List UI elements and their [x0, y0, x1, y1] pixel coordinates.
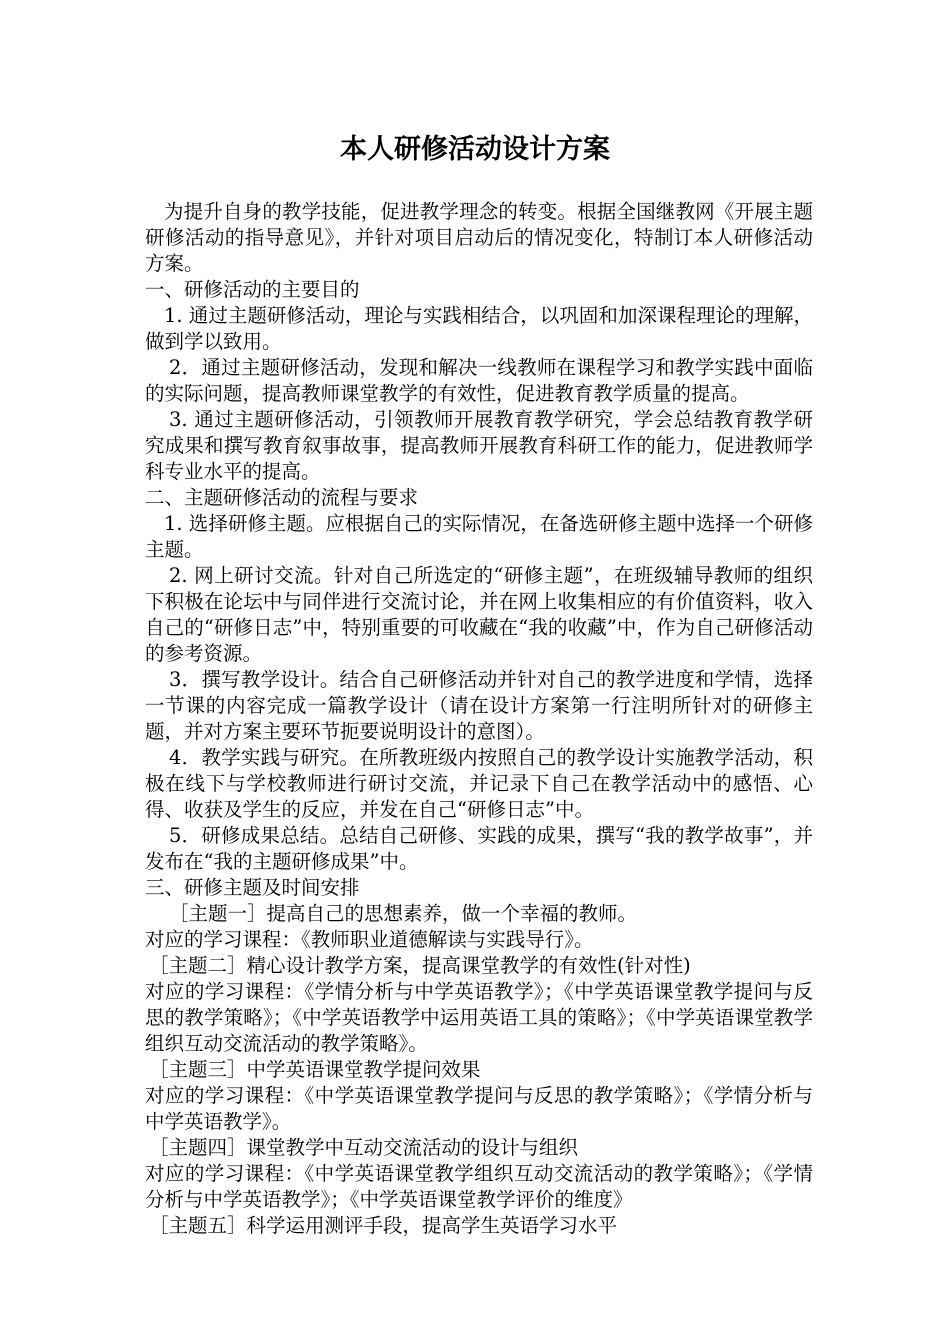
process-item-2: 2. 网上研讨交流。针对自己所选定的“研修主题”，在班级辅导教师的组织下积极在论坛中与同伴进行交流讨论，并在网上收集相应的有价值资料，收入自己的“研修日志”中，特别重要的可收藏在“我的收藏”中，作为自己研修活动的参考资源。 — [145, 564, 813, 665]
topic-1-courses: 对应的学习课程：《教师职业道德解读与实践导行》。 — [145, 928, 594, 951]
topic-3-heading: ［主题三］中学英语课堂教学提问效果 — [149, 1058, 481, 1081]
section-heading-2: 二、主题研修活动的流程与要求 — [145, 486, 419, 509]
intro-paragraph: 为提升自身的教学技能，促进教学理念的转变。根据全国继教网《开展主题研修活动的指导意见》，并针对项目启动后的情况变化，特制订本人研修活动方案。 — [145, 200, 813, 275]
topic-3-courses: 对应的学习课程：《中学英语课堂教学提问与反思的教学策略》；《学情分析与中学英语教学》。 — [145, 1084, 813, 1133]
process-item-5: 5．研修成果总结。总结自己研修、实践的成果，撰写“我的教学故事”，并发布在“我的主题研修成果”中。 — [145, 824, 813, 873]
purpose-item-1: 1. 通过主题研修活动，理论与实践相结合，以巩固和加深课程理论的理解，做到学以致用。 — [145, 304, 813, 353]
topic-4-heading: ［主题四］课堂教学中互动交流活动的设计与组织 — [149, 1136, 579, 1159]
document-body — [145, 199, 813, 1239]
topic-5-heading: ［主题五］科学运用测评手段，提高学生英语学习水平 — [149, 1214, 618, 1237]
section-heading-1: 一、研修活动的主要目的 — [145, 278, 360, 301]
process-item-4: 4．教学实践与研究。在所教班级内按照自己的教学设计实施教学活动，积极在线下与学校教师进行研讨交流，并记录下自己在教学活动中的感悟、心得、收获及学生的反应，并发在自己“研修日志”中。 — [145, 746, 813, 821]
topic-2-courses: 对应的学习课程：《学情分析与中学英语教学》；《中学英语课堂教学提问与反思的教学策略》；《中学英语教学中运用英语工具的策略》；《中学英语课堂教学组织互动交流活动的教学策略》。 — [145, 980, 813, 1055]
purpose-item-2: 2．通过主题研修活动，发现和解决一线教师在课程学习和教学实践中面临的实际问题，提高教师课堂教学的有效性，促进教育教学质量的提高。 — [145, 356, 813, 405]
topic-4-courses: 对应的学习课程：《中学英语课堂教学组织互动交流活动的教学策略》；《学情分析与中学英语教学》；《中学英语课堂教学评价的维度》 — [145, 1162, 813, 1211]
process-item-1: 1. 选择研修主题。应根据自己的实际情况，在备选研修主题中选择一个研修主题。 — [145, 512, 813, 561]
topic-1-heading: ［主题一］提高自己的思想素养，做一个幸福的教师。 — [169, 902, 638, 925]
process-item-3: 3．撰写教学设计。结合自己研修活动并针对自己的教学进度和学情，选择一节课的内容完成一篇教学设计（请在设计方案第一行注明所针对的研修主题，并对方案主要环节扼要说明设计的意图）。 — [145, 668, 813, 743]
document-title: 本人研修活动设计方案 — [340, 134, 610, 165]
section-heading-3: 三、研修主题及时间安排 — [145, 876, 360, 899]
topic-2-heading: ［主题二］精心设计教学方案，提高课堂教学的有效性(针对性) — [149, 954, 691, 977]
purpose-item-3: 3. 通过主题研修活动，引领教师开展教育教学研究，学会总结教育教学研究成果和撰写教育叙事故事，提高教师开展教育科研工作的能力，促进教师学科专业水平的提高。 — [145, 408, 813, 483]
